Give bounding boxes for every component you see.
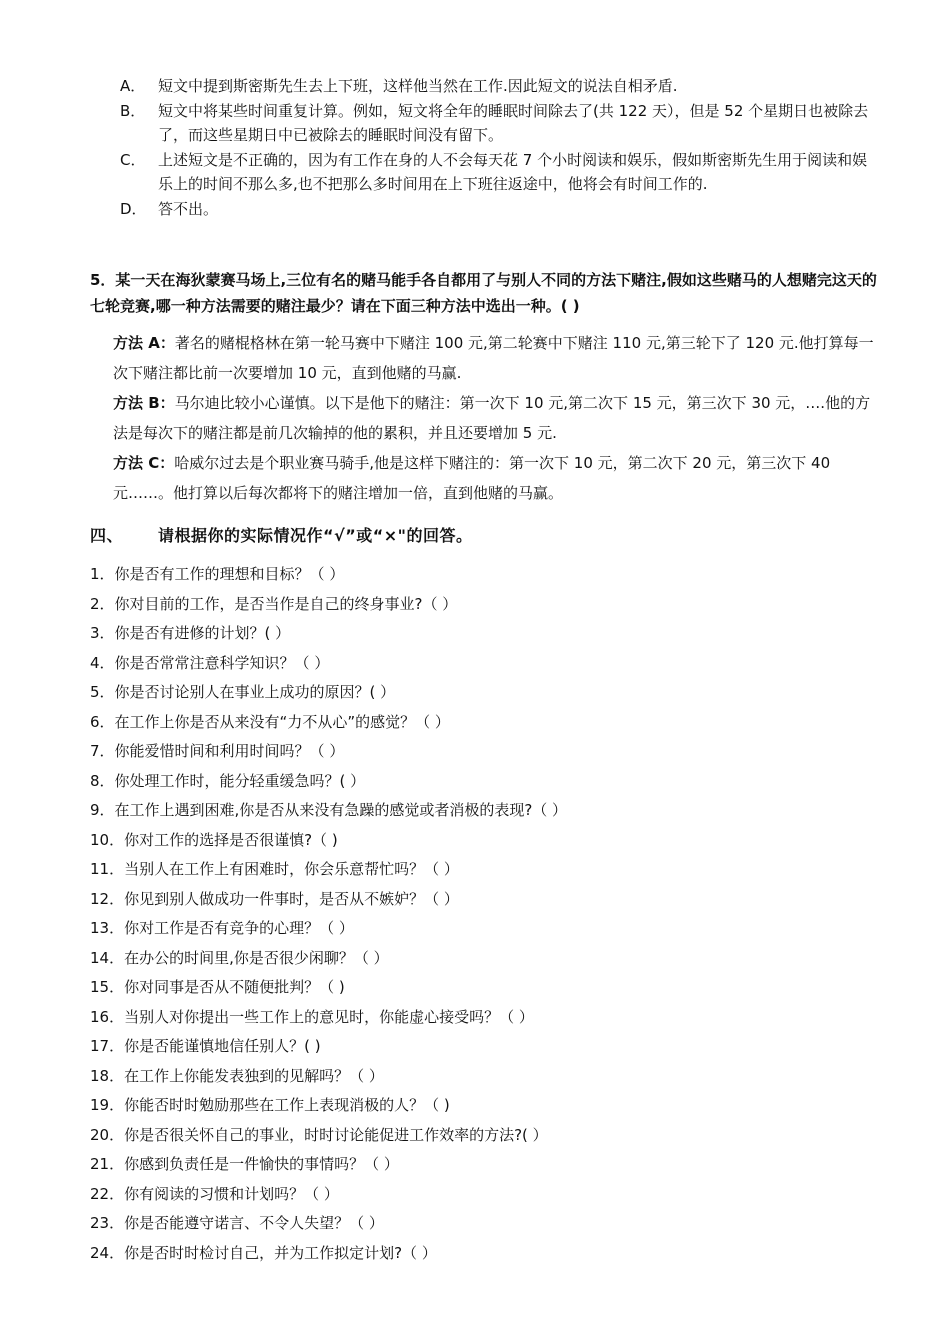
question-item: 5．你是否讨论别人在事业上成功的原因？( ） (90, 683, 396, 701)
question-item: 14．在办公的时间里,你是否很少闲聊？（ ） (90, 948, 389, 967)
answer-options (120, 74, 880, 222)
question-item: 20．你是否很关怀自己的事业，时时讨论能促进工作效率的方法?( ） (90, 1125, 548, 1144)
question-item: 6．在工作上你是否从来没有“力不从心”的感觉？（ ） (90, 712, 450, 731)
section-title: 请根据你的实际情况作“√”或“×"的回答。 (158, 526, 473, 545)
option-letter: A． (120, 77, 146, 95)
section-4-heading (90, 523, 880, 546)
option-letter: B． (120, 102, 146, 120)
question-item: 21．你感到负责任是一件愉快的事情吗？（ ） (90, 1155, 399, 1173)
question-item: 18．在工作上你能发表独到的见解吗？（ ） (90, 1066, 384, 1085)
method-a (113, 328, 883, 388)
option-letter: D． (120, 200, 147, 218)
option-text: 上述短文是不正确的，因为有工作在身的人不会每天花 7 个小时阅读和娱乐，假如斯密斯先生用于阅读和娱乐上的时间不那么多,也不把那么多时间用在上下班往返途中，他将会有时间工作的. (158, 151, 868, 193)
question-item: 4．你是否常常注意科学知识？（ ） (90, 653, 330, 672)
question-item: 22．你有阅读的习惯和计划吗？（ ） (90, 1184, 339, 1203)
question-item: 3．你是否有进修的计划？( ） (90, 624, 291, 642)
option-text: 答不出。 (158, 200, 219, 218)
question-item: 19．你能否时时勉励那些在工作上表现消极的人？（ ) (90, 1096, 450, 1114)
question-item: 1．你是否有工作的理想和目标？（ ） (90, 565, 345, 583)
option-a (120, 74, 880, 98)
section-number: 四、 (90, 526, 124, 545)
method-text: 哈威尔过去是个职业赛马骑手,他是这样下赌注的：第一次下 10 元，第二次下 20 元，第三次下 40 元……。他打算以后每次都将下的赌注增加一倍，直到他赌的马赢。 (113, 454, 831, 502)
method-label: 方法 C： (113, 454, 175, 472)
question-item: 24．你是否时时检讨自己，并为工作拟定计划?（ ） (90, 1243, 437, 1262)
option-text: 短文中提到斯密斯先生去上下班，这样他当然在工作.因此短文的说法自相矛盾. (158, 77, 678, 95)
question-item: 12．你见到别人做成功一件事时，是否从不嫉妒？（ ） (90, 889, 459, 908)
questionnaire (90, 560, 890, 1268)
method-text: 著名的赌棍格林在第一轮马赛中下赌注 100 元,第二轮赛中下赌注 110 元,第三轮下了 120 元.他打算每一次下赌注都比前一次要增加 10 元，直到他赌的马赢. (113, 334, 874, 382)
question-item: 8．你处理工作时，能分轻重缓急吗？( ） (90, 771, 366, 790)
question-item: 7．你能爱惜时间和利用时间吗？（ ） (90, 742, 345, 760)
method-label: 方法 B： (113, 394, 175, 412)
question-item: 13．你对工作是否有竞争的心理？（ ） (90, 919, 354, 937)
question-item: 16．当别人对你提出一些工作上的意见时，你能虚心接受吗？（ ） (90, 1007, 534, 1026)
question-item: 10．你对工作的选择是否很谨慎?（ ) (90, 830, 338, 849)
betting-methods (113, 328, 883, 508)
method-c (113, 448, 883, 508)
method-label: 方法 A： (113, 334, 175, 352)
option-letter: C． (120, 151, 146, 169)
method-text: 马尔迪比较小心谨慎。以下是他下的赌注：第一次下 10 元,第二次下 15 元，第三次下 30 元，….他的方法是每次下的赌注都是前几次输掉的他的累积，并且还要增加 5 元. (113, 394, 871, 442)
question-item: 2．你对目前的工作，是否当作是自己的终身事业?（ ） (90, 594, 458, 613)
option-text: 短文中将某些时间重复计算。例如，短文将全年的睡眠时间除去了(共 122 天），但是 52 个星期日也被除去了，而这些星期日中已被除去的睡眠时间没有留下。 (158, 102, 869, 144)
question-item: 15．你对同事是否从不随便批判？（ ) (90, 978, 345, 996)
question-item: 23．你是否能遵守诺言、不令人失望？（ ） (90, 1214, 384, 1232)
option-b (120, 99, 880, 147)
question-item: 17．你是否能谨慎地信任别人？( ) (90, 1037, 321, 1055)
option-c (120, 148, 880, 196)
question-item: 11．当别人在工作上有困难时，你会乐意帮忙吗？（ ） (90, 860, 459, 878)
option-d (120, 197, 880, 221)
method-b (113, 388, 883, 448)
question-5: 5．某一天在海狄蒙赛马场上,三位有名的赌马能手各自都用了与别人不同的方法下赌注,假如这些赌马的人想赌完这天的七轮竞赛,哪一种方法需要的赌注最少？请在下面三种方法中选出一种。( ) (90, 271, 877, 315)
question-item: 9．在工作上遇到困难,你是否从来没有急躁的感觉或者消极的表现?（ ） (90, 801, 568, 819)
